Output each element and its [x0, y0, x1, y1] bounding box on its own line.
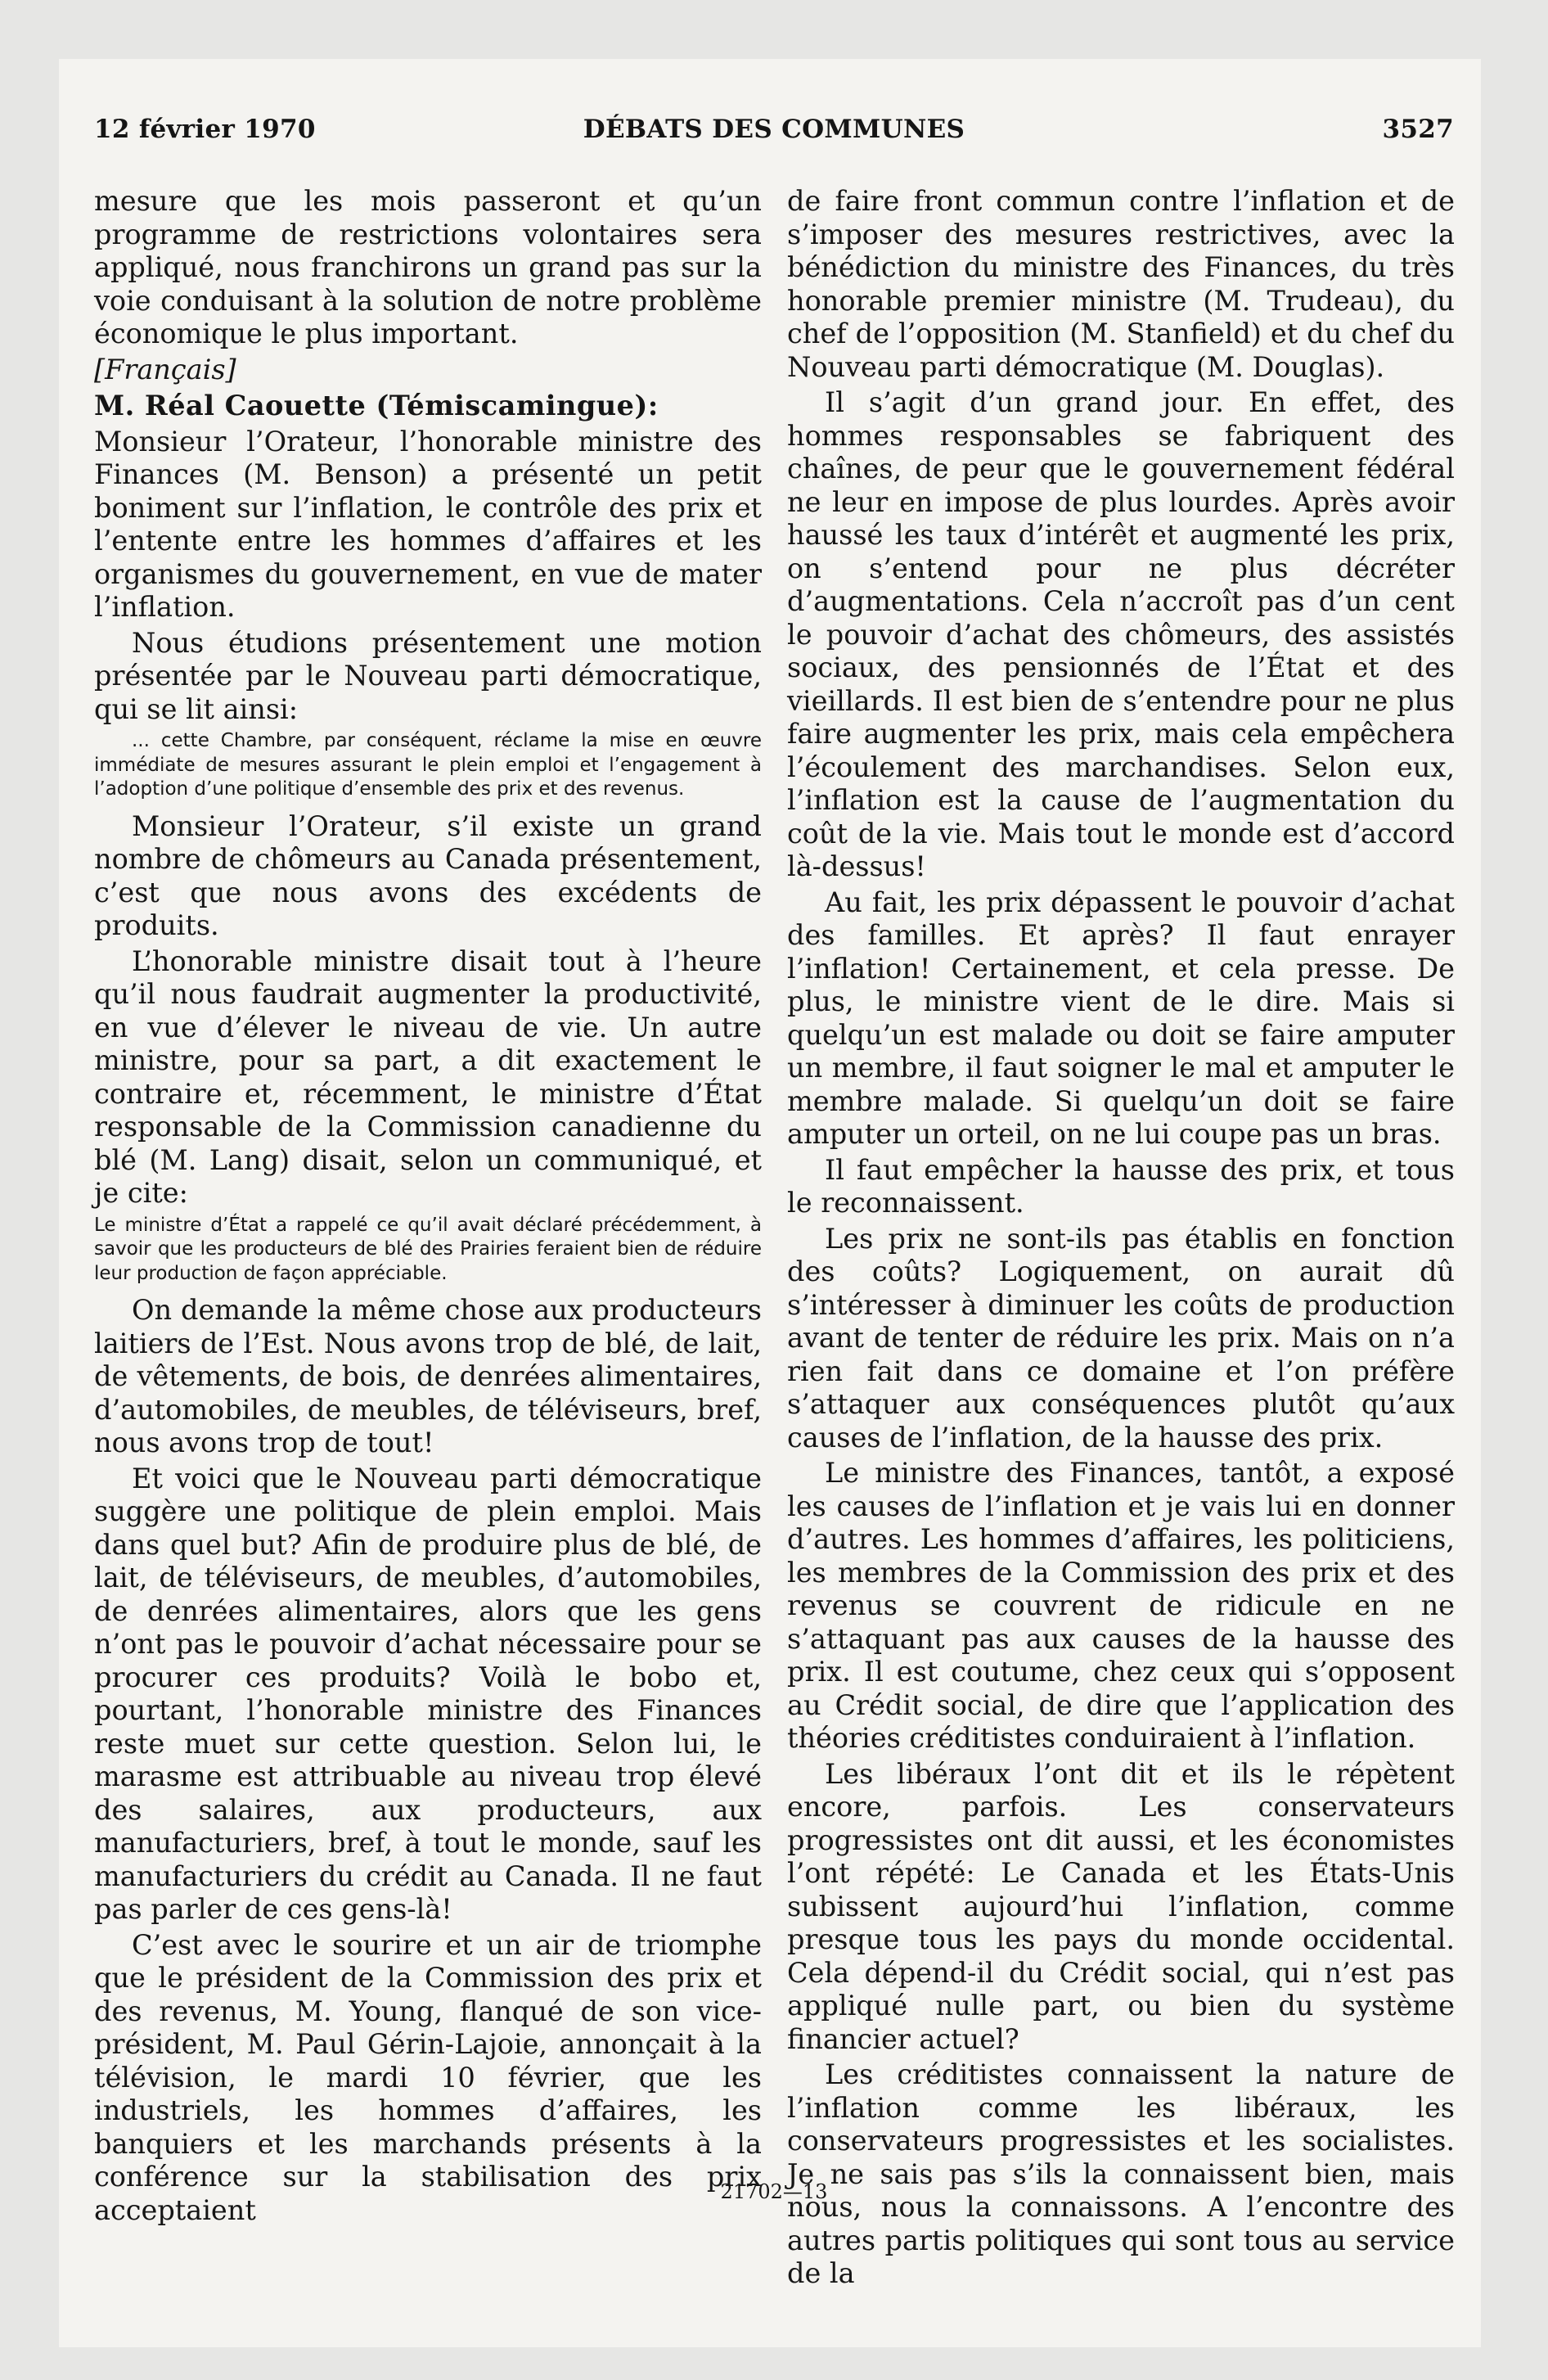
- paragraph: On demande la même chose aux producteurs laitiers de l’Est. Nous avons trop de blé, de lait, de vêtements, de bois, de denrées alimentaires, d’automobiles, de meubles, de téléviseurs, bref, nous avons trop de tout!: [94, 1294, 762, 1458]
- page-header: [94, 115, 1454, 156]
- speaker-name: M. Réal Caouette (Témiscamingue):: [94, 390, 659, 421]
- left-column: [94, 185, 762, 2229]
- paragraph: C’est avec le sourire et un air de triomphe que le président de la Commission des prix et des revenus, M. Young, flanqué de son vice-président, M. Paul Gérin-Lajoie, annonçait à la télévision, le mardi 10 février, que les industriels, les hommes d’affaires, les banquiers et les marchands présents à la conférence sur la stabilisation des prix acceptaient: [94, 1928, 762, 2226]
- paragraph: Monsieur l’Orateur, s’il existe un grand nombre de chômeurs au Canada présentement, c’est que nous avons des excédents de produits.: [94, 809, 762, 941]
- quotation: Le ministre d’État a rappelé ce qu’il avait déclaré précédemment, à savoir que les producteurs de blé des Prairies feraient bien de réduire leur production de façon appréciable.: [94, 1214, 762, 1284]
- paragraph: L’honorable ministre disait tout à l’heure qu’il nous faudrait augmenter la productivité, en vue d’élever le niveau de vie. Un autre ministre, pour sa part, a dit exactement le contraire et, récemment, le ministre d’État responsable de la Commission canadienne du blé (M. Lang) disait, selon un communiqué, et je cite:: [94, 944, 762, 1209]
- paragraph: Les prix ne sont-ils pas établis en fonction des coûts? Logiquement, on aurait dû s’intéresser à diminuer les coûts de production avant de tenter de réduire les prix. Mais on n’a rien fait dans ce domaine et l’on préfère s’attaquer aux conséquences plutôt qu’aux causes de l’inflation, de la hausse des prix.: [787, 1222, 1455, 1454]
- paragraph: Il faut empêcher la hausse des prix, et tous le reconnaissent.: [787, 1153, 1455, 1219]
- paragraph: Les libéraux l’ont dit et ils le répètent encore, parfois. Les conservateurs progressistes ont dit aussi, et les économistes l’ont répété: Le Canada et les États-Unis subissent aujourd’hui l’inflation, comme presque tous les pays du monde occidental. Cela dépend-il du Crédit social, qui n’est pas appliqué nulle part, ou bien du système financier actuel?: [787, 1757, 1455, 2055]
- paragraph: Le ministre des Finances, tantôt, a exposé les causes de l’inflation et je vais lui en donner d’autres. Les hommes d’affaires, les politiciens, les membres de la Commission des prix et des revenus se couvrent de ridicule en ne s’attaquant pas aux causes de la hausse des prix. Il est coutume, chez ceux qui s’opposent au Crédit social, de dire que l’application des théories créditistes conduiraient à l’inflation.: [787, 1457, 1455, 1754]
- header-page-number: 3527: [1382, 115, 1454, 144]
- paragraph: de faire front commun contre l’inflation et de s’imposer des mesures restrictives, avec la bénédiction du ministre des Finances, du très honorable premier ministre (M. Trudeau), du chef de l’opposition (M. Stanfield) et du chef du Nouveau parti démocratique (M. Douglas).: [787, 185, 1455, 383]
- language-tag: [Français]: [94, 353, 236, 385]
- paragraph: Monsieur l’Orateur, l’honorable ministre des Finances (M. Benson) a présenté un petit boniment sur l’inflation, le contrôle des prix et l’entente entre les hommes d’affaires et les organismes du gouvernement, en vue de mater l’inflation.: [94, 425, 762, 623]
- page-footer-code: 21702—13: [720, 2180, 828, 2203]
- quotation: ... cette Chambre, par conséquent, réclame la mise en œuvre immédiate de mesures assurant le plein emploi et l’engagement à l’adoption d’une politique d’ensemble des prix et des revenus.: [94, 730, 762, 800]
- paragraph: Au fait, les prix dépassent le pouvoir d’achat des familles. Et après? Il faut enrayer l’inflation! Certainement, et cela presse. De plus, le ministre vient de le dire. Mais si quelqu’un est malade ou doit se faire amputer un membre, il faut soigner le mal et amputer le membre malade. Si quelqu’un doit se faire amputer un orteil, on ne lui coupe pas un bras.: [787, 886, 1455, 1150]
- paragraph: Les créditistes connaissent la nature de l’inflation comme les libéraux, les conservateurs progressistes et les socialistes. Je ne sais pas s’ils la connaissent bien, mais nous, nous la connaissons. A l’encontre des autres partis politiques qui sont tous au service de la: [787, 2058, 1455, 2289]
- speaker-line: [94, 390, 762, 423]
- paragraph: Nous étudions présentement une motion présentée par le Nouveau parti démocratique, qui se lit ainsi:: [94, 626, 762, 725]
- paragraph: Et voici que le Nouveau parti démocratique suggère une politique de plein emploi. Mais dans quel but? Afin de produire plus de blé, de lait, de téléviseurs, de meubles, d’automobiles, de denrées alimentaires, alors que les gens n’ont pas le pouvoir d’achat nécessaire pour se procurer ces produits? Voilà le bobo et, pourtant, l’honorable ministre des Finances reste muet sur cette question. Selon lui, le marasme est attribuable au niveau trop élevé des salaires, aux producteurs, aux manufacturiers, bref, à tout le monde, sauf les manufacturiers du crédit au Canada. Il ne faut pas parler de ces gens-là!: [94, 1462, 762, 1925]
- header-date: 12 février 1970: [94, 115, 316, 144]
- right-column: [787, 185, 1455, 2293]
- paragraph: Il s’agit d’un grand jour. En effet, des hommes responsables se fabriquent des chaînes, de peur que le gouvernement fédéral ne leur en impose de plus lourdes. Après avoir haussé les taux d’intérêt et augmenté les prix, on s’entend pour ne plus décréter d’augmentations. Cela n’accroît pas d’un cent le pouvoir d’achat des chômeurs, des assistés sociaux, des pensionnés de l’État et des vieillards. Il est bien de s’entendre pour ne plus faire augmenter les prix, mais cela empêchera l’écoulement des marchandises. Selon eux, l’inflation est la cause de l’augmentation du coût de la vie. Mais tout le monde est d’accord là-dessus!: [787, 386, 1455, 882]
- header-title: DÉBATS DES COMMUNES: [583, 115, 965, 144]
- paragraph: mesure que les mois passeront et qu’un programme de restrictions volontaires sera appliqué, nous franchirons un grand pas sur la voie conduisant à la solution de notre problème économique le plus important.: [94, 185, 762, 349]
